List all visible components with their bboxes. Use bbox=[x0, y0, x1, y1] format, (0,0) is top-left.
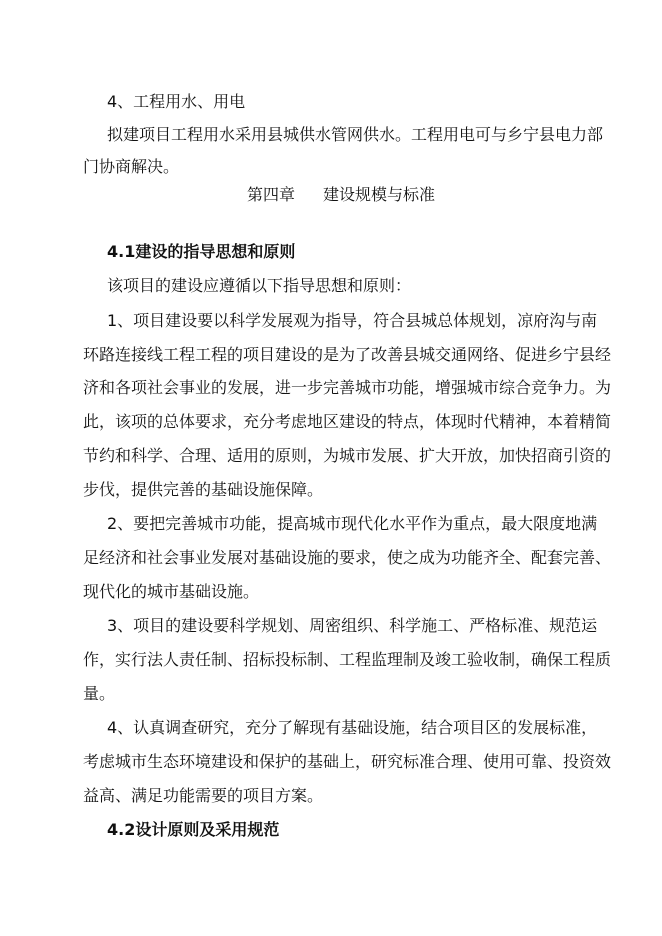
paragraph-line: 足经济和社会事业发展对基础设施的要求，使之成为功能齐全、配套完善、 bbox=[83, 548, 612, 567]
paragraph-line: 2、要把完善城市功能，提高城市现代化水平作为重点，最大限度地满 bbox=[107, 514, 598, 533]
paragraph-line: 门协商解决。 bbox=[83, 157, 180, 176]
chapter-name: 建设规模与标准 bbox=[323, 185, 436, 204]
paragraph-line: 3、项目的建设要科学规划、周密组织、科学施工、严格标准、规范运 bbox=[107, 616, 598, 635]
section-heading-4-2: 4.2设计原则及采用规范 bbox=[107, 820, 280, 839]
paragraph-line: 作，实行法人责任制、招标投标制、工程监理制及竣工验收制，确保工程质 bbox=[83, 650, 612, 669]
paragraph-intro: 该项目的建设应遵循以下指导思想和原则： bbox=[107, 276, 412, 295]
paragraph-line: 益高、满足功能需要的项目方案。 bbox=[83, 786, 324, 805]
section-heading-water-power: 4、工程用水、用电 bbox=[107, 92, 246, 111]
chapter-number: 第四章 bbox=[247, 185, 296, 204]
paragraph-line: 考虑城市生态环境建设和保护的基础上，研究标准合理、使用可靠、投资效 bbox=[83, 752, 612, 771]
paragraph-line: 步伐，提供完善的基础设施保障。 bbox=[83, 480, 324, 499]
paragraph-line: 1、项目建设要以科学发展观为指导，符合县城总体规划，凉府沟与南 bbox=[107, 311, 598, 330]
section-heading-4-1: 4.1建设的指导思想和原则 bbox=[107, 242, 296, 261]
paragraph-line: 济和各项社会事业的发展，进一步完善城市功能，增强城市综合竞争力。为 bbox=[83, 378, 612, 397]
chapter-title bbox=[247, 185, 435, 205]
paragraph-line: 现代化的城市基础设施。 bbox=[83, 582, 260, 601]
paragraph-line: 量。 bbox=[83, 684, 116, 703]
paragraph-line: 4、认真调查研究，充分了解现有基础设施，结合项目区的发展标准， bbox=[107, 718, 598, 737]
paragraph-line: 此，该项的总体要求，充分考虑地区建设的特点，体现时代精神，本着精简 bbox=[83, 412, 612, 431]
paragraph-line: 拟建项目工程用水采用县城供水管网供水。工程用电可与乡宁县电力部 bbox=[107, 125, 604, 144]
paragraph-line: 节约和科学、合理、适用的原则，为城市发展、扩大开放，加快招商引资的 bbox=[83, 446, 612, 465]
paragraph-line: 环路连接线工程工程的项目建设的是为了改善县城交通网络、促进乡宁县经 bbox=[83, 345, 612, 364]
